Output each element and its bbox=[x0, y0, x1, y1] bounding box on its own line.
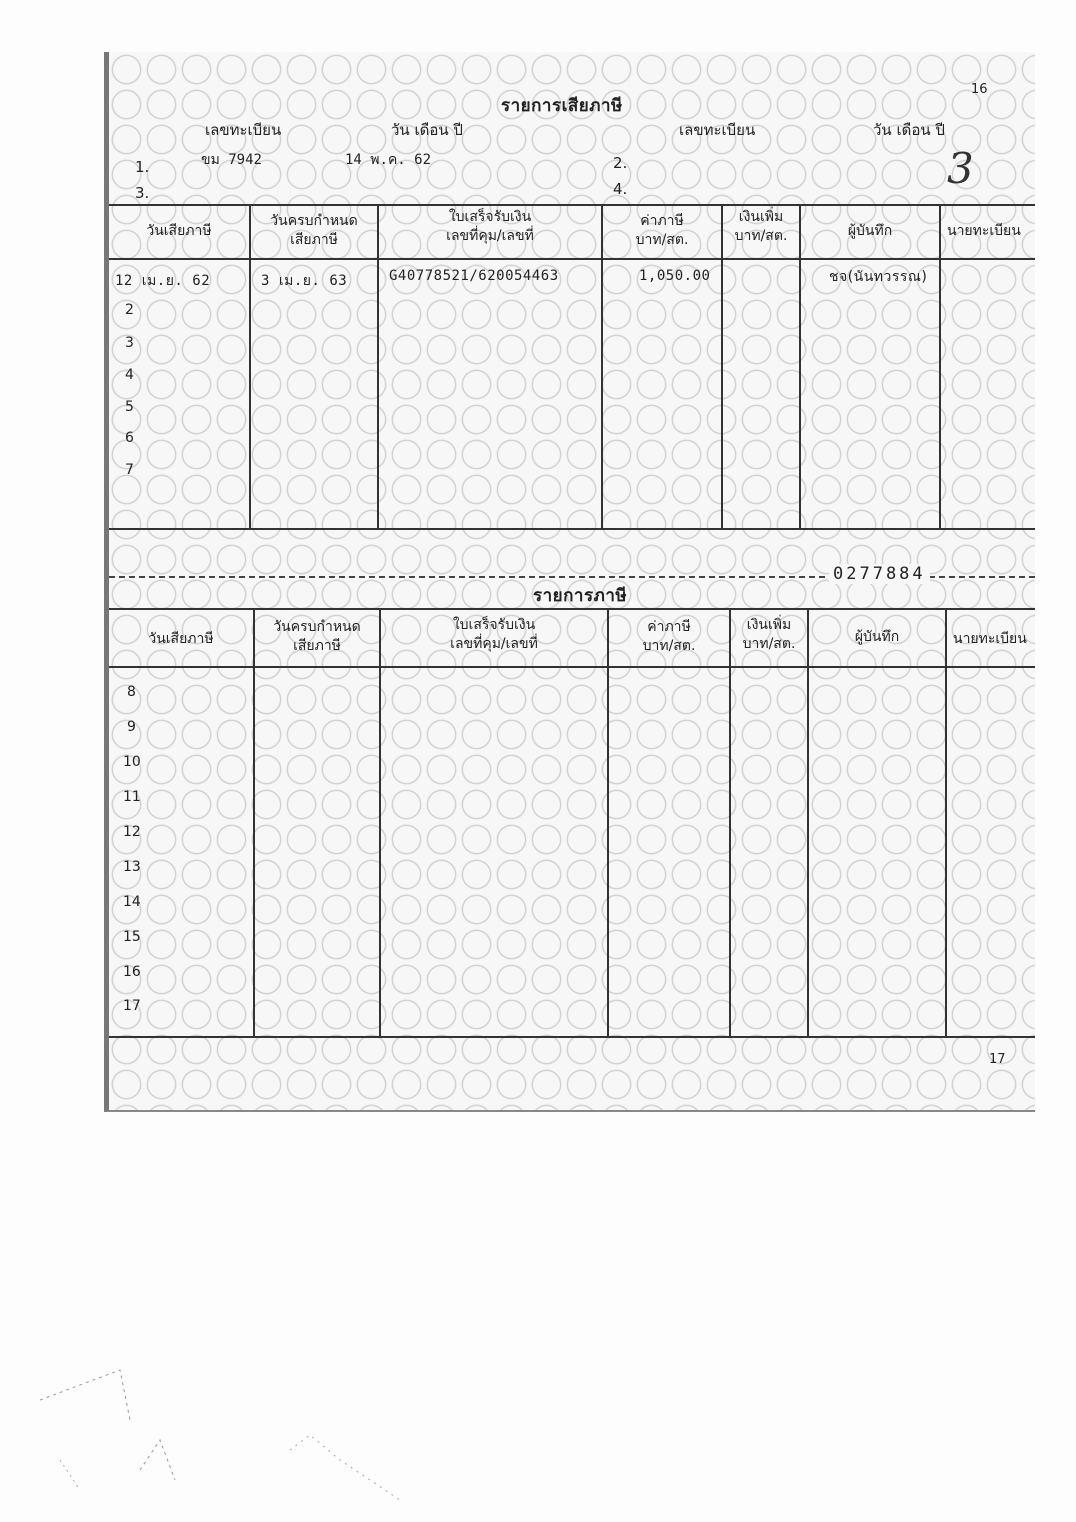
record-1-recorder: ชจ(นันทวรรณ) bbox=[829, 269, 928, 285]
top-col-sep-5 bbox=[799, 204, 801, 528]
registration-label-right: เลขทะเบียน bbox=[679, 121, 756, 139]
top-row-number: 3 bbox=[125, 335, 134, 351]
bottom-row-number: 10 bbox=[123, 754, 141, 770]
vehicle-4-index: 4. bbox=[613, 180, 628, 198]
bottom-header-due-date: วันครบกำหนด เสียภาษี bbox=[273, 619, 361, 654]
top-col-sep-1 bbox=[249, 204, 251, 528]
bottom-table-top-border bbox=[109, 608, 1035, 610]
bottom-row-number: 9 bbox=[127, 719, 136, 735]
top-row-number: 5 bbox=[125, 399, 134, 415]
serial-number: 0277884 bbox=[829, 564, 930, 584]
bottom-col-sep-2 bbox=[379, 608, 381, 1036]
bottom-row-number: 8 bbox=[127, 684, 136, 700]
vehicle-1-registration: ขม 7942 bbox=[201, 152, 262, 168]
bottom-col-sep-6 bbox=[945, 608, 947, 1036]
top-header-paid-date: วันเสียภาษี bbox=[146, 223, 212, 239]
date-label-left: วัน เดือน ปี bbox=[391, 121, 463, 139]
top-col-sep-2 bbox=[377, 204, 379, 528]
record-1-tax: 1,050.00 bbox=[639, 268, 711, 284]
date-label-right: วัน เดือน ปี bbox=[873, 121, 945, 139]
top-header-due-date: วันครบกำหนด เสียภาษี bbox=[270, 213, 358, 248]
top-col-sep-6 bbox=[939, 204, 941, 528]
top-col-sep-3 bbox=[601, 204, 603, 528]
bottom-header-recorder: ผู้บันทึก bbox=[854, 629, 900, 645]
vehicle-3-index: 3. bbox=[135, 184, 150, 202]
top-section-title: รายการเสียภาษี bbox=[501, 96, 623, 116]
top-header-recorder: ผู้บันทึก bbox=[847, 223, 893, 239]
page-number-top: 16 bbox=[971, 82, 988, 97]
top-table-header-border bbox=[109, 258, 1035, 260]
bottom-section-title: รายการภาษี bbox=[533, 586, 628, 606]
bottom-col-sep-3 bbox=[607, 608, 609, 1036]
bottom-row-number: 13 bbox=[123, 859, 141, 875]
bottom-header-tax: ค่าภาษี บาท/สต. bbox=[642, 619, 696, 654]
bottom-header-receipt: ใบเสร็จรับเงิน เลขที่คุม/เลขที่ bbox=[450, 617, 538, 652]
bottom-header-surcharge: เงินเพิ่ม บาท/สต. bbox=[742, 617, 796, 652]
bottom-row-number: 11 bbox=[123, 789, 141, 805]
vehicle-1-index: 1. bbox=[135, 158, 150, 176]
registration-label-left: เลขทะเบียน bbox=[205, 121, 282, 139]
bottom-col-sep-1 bbox=[253, 608, 255, 1036]
top-header-tax: ค่าภาษี บาท/สต. bbox=[635, 213, 689, 248]
top-row-number: 4 bbox=[125, 367, 134, 383]
top-table-bottom-border bbox=[109, 528, 1035, 530]
bottom-table-header-border bbox=[109, 666, 1035, 668]
bottom-header-registrar: นายทะเบียน bbox=[953, 631, 1027, 647]
bottom-row-number: 16 bbox=[123, 964, 141, 980]
bottom-col-sep-5 bbox=[807, 608, 809, 1036]
record-1-receipt: G40778521/620054463 bbox=[389, 268, 559, 284]
top-row-number: 6 bbox=[125, 430, 134, 446]
bottom-row-number: 14 bbox=[123, 894, 141, 910]
scan-noise-marks bbox=[0, 1340, 460, 1510]
bottom-row-number: 17 bbox=[123, 998, 141, 1014]
top-table-top-border bbox=[109, 204, 1035, 206]
top-header-registrar: นายทะเบียน bbox=[947, 223, 1021, 239]
bottom-row-number: 15 bbox=[123, 929, 141, 945]
top-header-receipt: ใบเสร็จรับเงิน เลขที่คุม/เลขที่ bbox=[446, 209, 534, 244]
top-row-number: 7 bbox=[125, 462, 134, 478]
page-number-bottom: 17 bbox=[989, 1052, 1006, 1067]
bottom-col-sep-4 bbox=[729, 608, 731, 1036]
tax-record-sheet bbox=[104, 52, 1035, 1112]
handwritten-mark: 3 bbox=[947, 144, 974, 193]
bottom-row-number: 12 bbox=[123, 824, 141, 840]
top-row-number: 2 bbox=[125, 302, 134, 318]
vehicle-1-date: 14 พ.ค. 62 bbox=[345, 152, 432, 168]
record-1-due-date: 3 เม.ย. 63 bbox=[261, 273, 348, 289]
bottom-header-paid-date: วันเสียภาษี bbox=[148, 631, 214, 647]
top-col-sep-4 bbox=[721, 204, 723, 528]
top-header-surcharge: เงินเพิ่ม บาท/สต. bbox=[734, 209, 788, 244]
bottom-table-bottom-border bbox=[109, 1036, 1035, 1038]
vehicle-2-index: 2. bbox=[613, 154, 628, 172]
record-1-paid-date: 12 เม.ย. 62 bbox=[115, 273, 211, 289]
